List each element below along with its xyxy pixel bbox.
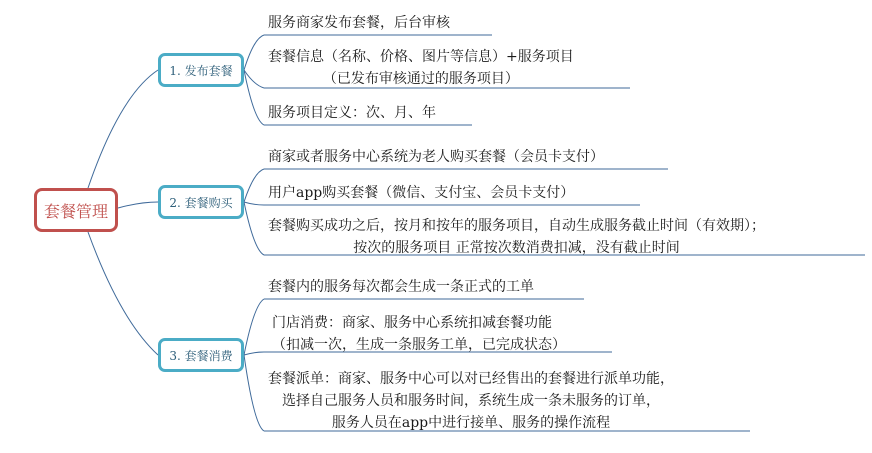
leaf-text: 服务项目定义：次、月、年 <box>268 105 436 121</box>
branch-node-consume <box>158 338 244 372</box>
leaf-text: 服务人员在app中进行接单、服务的操作流程 <box>331 415 611 431</box>
branch-node-purchase <box>158 185 244 219</box>
leaf-node <box>268 12 450 34</box>
connector-b3-leaf-3 <box>244 355 264 431</box>
leaf-text: 套餐内的服务每次都会生成一条正式的工单 <box>268 279 534 295</box>
branch-node-publish <box>158 53 244 87</box>
connector-b2-leaf-2 <box>244 202 264 205</box>
leaf-text: 套餐购买成功之后，按月和按年的服务项目，自动生成服务截止时间（有效期）； <box>268 218 765 234</box>
leaf-node <box>268 46 574 90</box>
leaf-node <box>268 276 534 298</box>
connector-b2-leaf-3 <box>244 202 264 255</box>
leaf-text: （扣减一次，生成一条服务工单，已完成状态） <box>272 337 566 353</box>
leaf-node <box>268 102 436 124</box>
connector-root-branch-2 <box>118 202 158 208</box>
connector-b1-leaf-3 <box>244 70 264 125</box>
leaf-node <box>272 312 566 356</box>
root-node <box>34 188 118 232</box>
root-label: 套餐管理 <box>43 201 108 221</box>
branch-label: 2. 套餐购买 <box>169 195 233 210</box>
connector-b3-leaf-1 <box>244 299 264 355</box>
leaf-text: 选择自己服务人员和服务时间，系统生成一条未服务的订单， <box>282 393 660 409</box>
leaf-text: （已发布审核通过的服务项目） <box>322 71 519 87</box>
connector-b3-leaf-2 <box>244 352 264 355</box>
leaf-text: 按次的服务项目 正常按次数消费扣减，没有截止时间 <box>353 240 680 256</box>
branch-label: 3. 套餐消费 <box>169 348 233 363</box>
leaf-node <box>268 368 674 434</box>
leaf-node <box>268 146 604 168</box>
leaf-text: 用户app购买套餐（微信、支付宝、会员卡支付） <box>268 185 575 201</box>
leaf-text: 套餐派单：商家、服务中心可以对已经售出的套餐进行派单功能， <box>268 371 674 387</box>
connector-root-branch-1 <box>88 70 158 188</box>
leaf-node <box>268 182 574 204</box>
leaf-text: 门店消费：商家、服务中心系统扣减套餐功能 <box>272 315 552 331</box>
leaf-text: 套餐信息（名称、价格、图片等信息）+服务项目 <box>268 49 574 65</box>
connector-b2-leaf-1 <box>244 169 264 202</box>
connector-b1-leaf-1 <box>244 35 264 70</box>
leaf-text: 服务商家发布套餐，后台审核 <box>268 15 450 31</box>
connector-root-branch-3 <box>88 232 158 355</box>
leaf-node <box>268 215 765 259</box>
branch-label: 1. 发布套餐 <box>169 63 233 78</box>
leaf-text: 商家或者服务中心系统为老人购买套餐（会员卡支付） <box>268 149 604 165</box>
